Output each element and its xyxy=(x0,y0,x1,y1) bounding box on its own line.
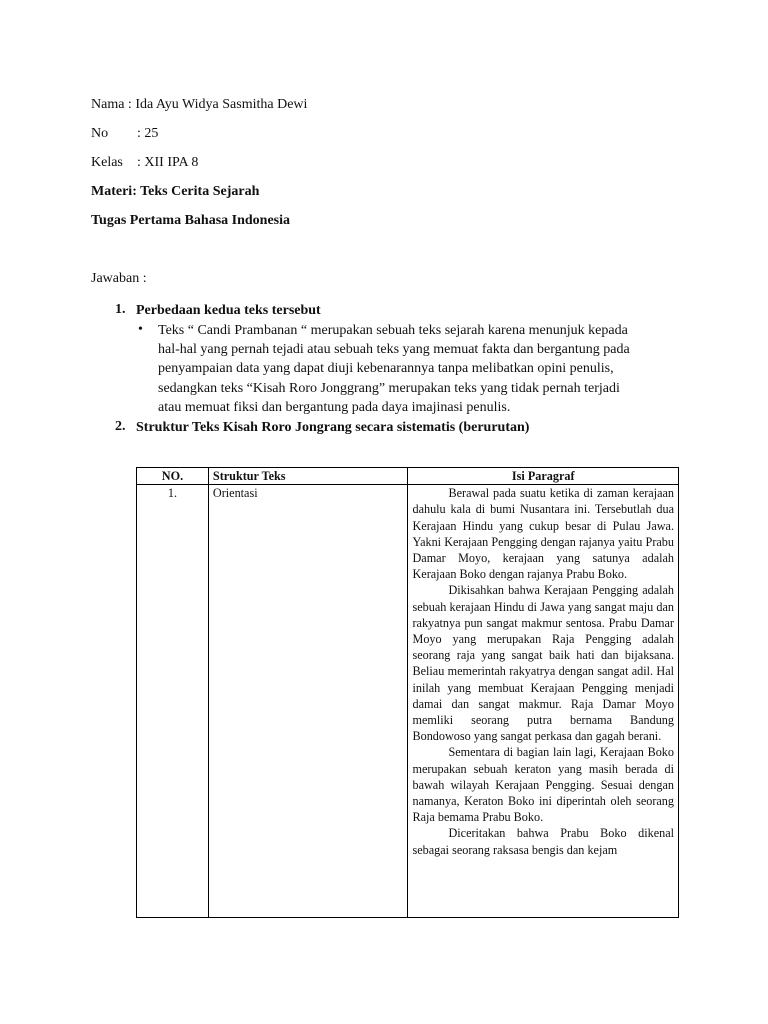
row-isi xyxy=(408,485,679,918)
no-line xyxy=(91,125,158,143)
bullet-icon: • xyxy=(138,322,143,337)
item-1-number: 1. xyxy=(115,302,126,317)
structure-table xyxy=(136,467,679,918)
bullet-line: sedangkan teks “Kisah Roro Jonggrang” merupakan teks yang tidak pernah terjadi xyxy=(158,380,620,396)
isi-paragraph: Sementara di bagian lain lagi, Kerajaan Boko merupakan sebuah keraton yang masih berada di bawah wilayah Kerajaan Pengging. Sesuai dengan namanya, Keraton Boko ini diperintah oleh seorang Raja bemama Prabu Boko. xyxy=(412,745,674,825)
bullet-line: atau memuat fiksi dan bergantung pada daya imajinasi penulis. xyxy=(158,399,511,415)
no-value: : 25 xyxy=(137,126,159,141)
table-row xyxy=(137,485,679,918)
item-1-title: Perbedaan kedua teks tersebut xyxy=(136,303,321,318)
item-2-title: Struktur Teks Kisah Roro Jongrang secara sistematis (berurutan) xyxy=(136,420,530,435)
nama-value: Ida Ayu Widya Sasmitha Dewi xyxy=(135,97,308,112)
kelas-label: Kelas xyxy=(91,155,123,170)
header-struktur: Struktur Teks xyxy=(208,468,408,485)
nama-line xyxy=(91,96,307,114)
isi-paragraph: Dikisahkan bahwa Kerajaan Pengging adalah sebuah kerajaan Hindu di Jawa yang sangat maju dan rakyatnya pun sangat makmur sentosa. Prabu Damar Moyo yang merupakan Raja Pengging adalah seorang raja yang sangat baik hati dan bijaksana. Beliau memerintah rakyatrya dengan sangat adil. Hal inilah yang membuat Kerajaan Pengging menjadi damai dan sangat makmur. Raja Damar Moyo memliki seorang putra bernama Bandung Bondowoso yang sangat perkasa dan gagah berani. xyxy=(412,583,674,744)
nama-label: Nama : xyxy=(91,97,136,112)
jawaban-label: Jawaban : xyxy=(91,271,147,286)
header-isi: Isi Paragraf xyxy=(408,468,679,485)
bullet-text xyxy=(158,321,676,417)
isi-paragraph: Berawal pada suatu ketika di zaman kerajaan dahulu kala di bumi Nusantara ini. Tersebutlah dua Kerajaan Hindu yang cukup besar di Pulau Jawa. Yakni Kerajaan Pengging dengan rajanya yaitu Prabu Damar Moyo, kerajaan yang satunya adalah Kerajaan Boko dengan rajanya Prabu Boko. xyxy=(412,486,674,582)
row-struktur: Orientasi xyxy=(208,485,408,918)
materi-line: Materi: Teks Cerita Sejarah xyxy=(91,184,260,199)
header-no: NO. xyxy=(137,468,209,485)
bullet-line: Teks “ Candi Prambanan “ merupakan sebuah teks sejarah karena menunjuk kepada xyxy=(158,323,628,338)
isi-paragraph: Diceritakan bahwa Prabu Boko dikenal sebagai seorang raksasa bengis dan kejam xyxy=(412,826,674,857)
item-2-number: 2. xyxy=(115,419,126,434)
table-header-row xyxy=(137,468,679,485)
bullet-line: hal-hal yang pernah tejadi atau sebuah teks yang memuat fakta dan bergantung pada xyxy=(158,342,630,358)
kelas-line xyxy=(91,154,198,172)
bullet-line: penyampaian data yang dapat diuji kebenarannya tanpa melibatkan opini penulis, xyxy=(158,361,614,377)
tugas-line: Tugas Pertama Bahasa Indonesia xyxy=(91,213,291,228)
kelas-value: : XII IPA 8 xyxy=(137,155,199,170)
row-no: 1. xyxy=(137,485,209,918)
no-label: No xyxy=(91,126,109,141)
